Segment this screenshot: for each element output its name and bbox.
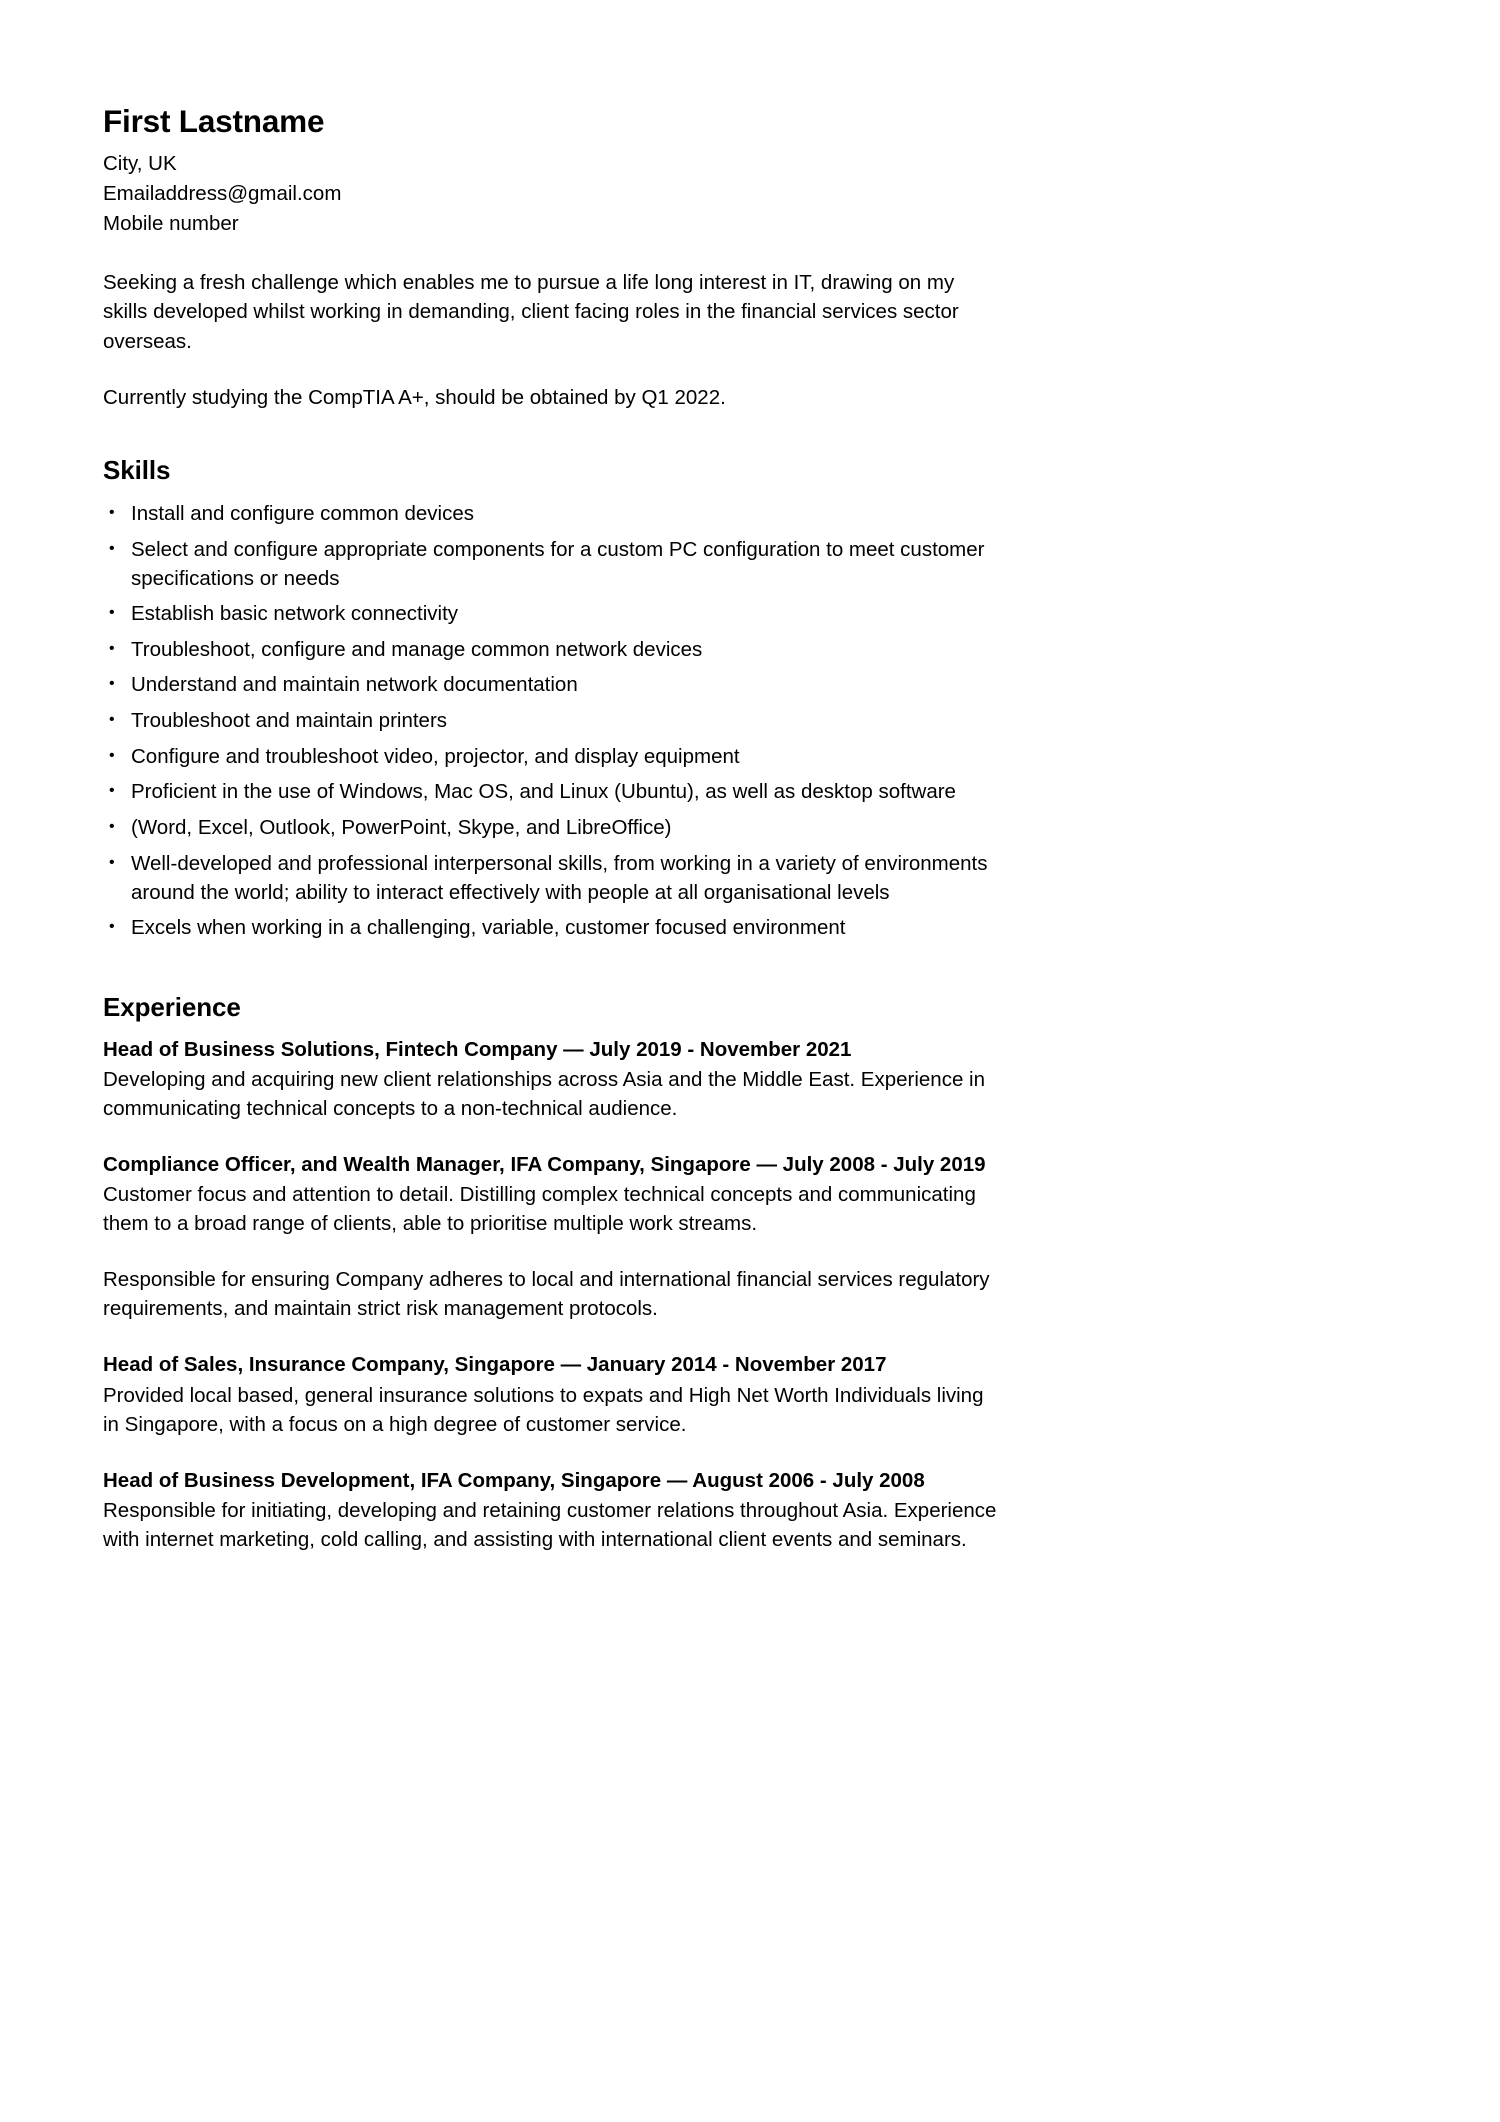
experience-entry bbox=[103, 1035, 1003, 1123]
list-item: • Troubleshoot and maintain printers bbox=[103, 706, 1003, 735]
job-title: Head of Business Solutions, Fintech Company — July 2019 - November 2021 bbox=[103, 1037, 852, 1061]
list-item: • Proficient in the use of Windows, Mac OS, and Linux (Ubuntu), as well as desktop software bbox=[103, 777, 1003, 806]
list-item: • Install and configure common devices bbox=[103, 499, 1003, 528]
job-title: Compliance Officer, and Wealth Manager, IFA Company, Singapore — July 2008 - July 2019 bbox=[103, 1152, 986, 1176]
header-block bbox=[103, 103, 1003, 238]
experience-entry bbox=[103, 1466, 1003, 1554]
list-item: • Configure and troubleshoot video, projector, and display equipment bbox=[103, 742, 1003, 771]
list-item: • Select and configure appropriate components for a custom PC configuration to meet customer specifications or needs bbox=[103, 535, 1003, 593]
candidate-email: Emailaddress@gmail.com bbox=[103, 181, 342, 205]
job-description: Responsible for initiating, developing and retaining customer relations throughout Asia. Experience with internet marketing, cold calling, and assisting with international client events and seminars. bbox=[103, 1498, 997, 1551]
experience-heading: Experience bbox=[103, 992, 241, 1023]
resume-document bbox=[103, 103, 1003, 1554]
job-description: Provided local based, general insurance solutions to expats and High Net Worth Individuals living in Singapore, with a focus on a high degree of customer service. bbox=[103, 1383, 984, 1436]
list-item: • Establish basic network connectivity bbox=[103, 599, 1003, 628]
candidate-phone: Mobile number bbox=[103, 211, 239, 235]
job-description: Customer focus and attention to detail. Distilling complex technical concepts and communicating them to a broad range of clients, able to prioritise multiple work streams. bbox=[103, 1182, 976, 1236]
list-item: • Well-developed and professional interpersonal skills, from working in a variety of environments around the world; ability to interact effectively with people at all organisational levels bbox=[103, 849, 1003, 907]
job-title: Head of Sales, Insurance Company, Singapore — January 2014 - November 2017 bbox=[103, 1353, 887, 1377]
skills-list bbox=[103, 499, 1003, 942]
objective-statement: Seeking a fresh challenge which enables me to pursue a life long interest in IT, drawing on my skills developed whilst working in demanding, client facing roles in the financial services sector overseas. bbox=[103, 271, 959, 353]
list-item: • Understand and maintain network documentation bbox=[103, 670, 1003, 699]
list-item: • Excels when working in a challenging, variable, customer focused environment bbox=[103, 913, 1003, 942]
experience-entry bbox=[103, 1150, 1003, 1324]
job-description: Developing and acquiring new client relationships across Asia and the Middle East. Experience in communicating technical concepts to a non-technical audience. bbox=[103, 1067, 986, 1120]
experience-entry bbox=[103, 1350, 1003, 1438]
skills-heading: Skills bbox=[103, 454, 171, 485]
candidate-name: First Lastname bbox=[103, 103, 325, 139]
job-title: Head of Business Development, IFA Company, Singapore — August 2006 - July 2008 bbox=[103, 1468, 925, 1492]
spacer bbox=[103, 238, 1003, 268]
spacer bbox=[103, 356, 1003, 383]
candidate-location: City, UK bbox=[103, 152, 177, 176]
certification-statement: Currently studying the CompTIA A+, should be obtained by Q1 2022. bbox=[103, 385, 726, 409]
list-item: • Troubleshoot, configure and manage common network devices bbox=[103, 635, 1003, 664]
list-item: • (Word, Excel, Outlook, PowerPoint, Skype, and LibreOffice) bbox=[103, 813, 1003, 842]
job-description: Responsible for ensuring Company adheres to local and international financial services regulatory requirements, and maintain strict risk management protocols. bbox=[103, 1268, 990, 1321]
